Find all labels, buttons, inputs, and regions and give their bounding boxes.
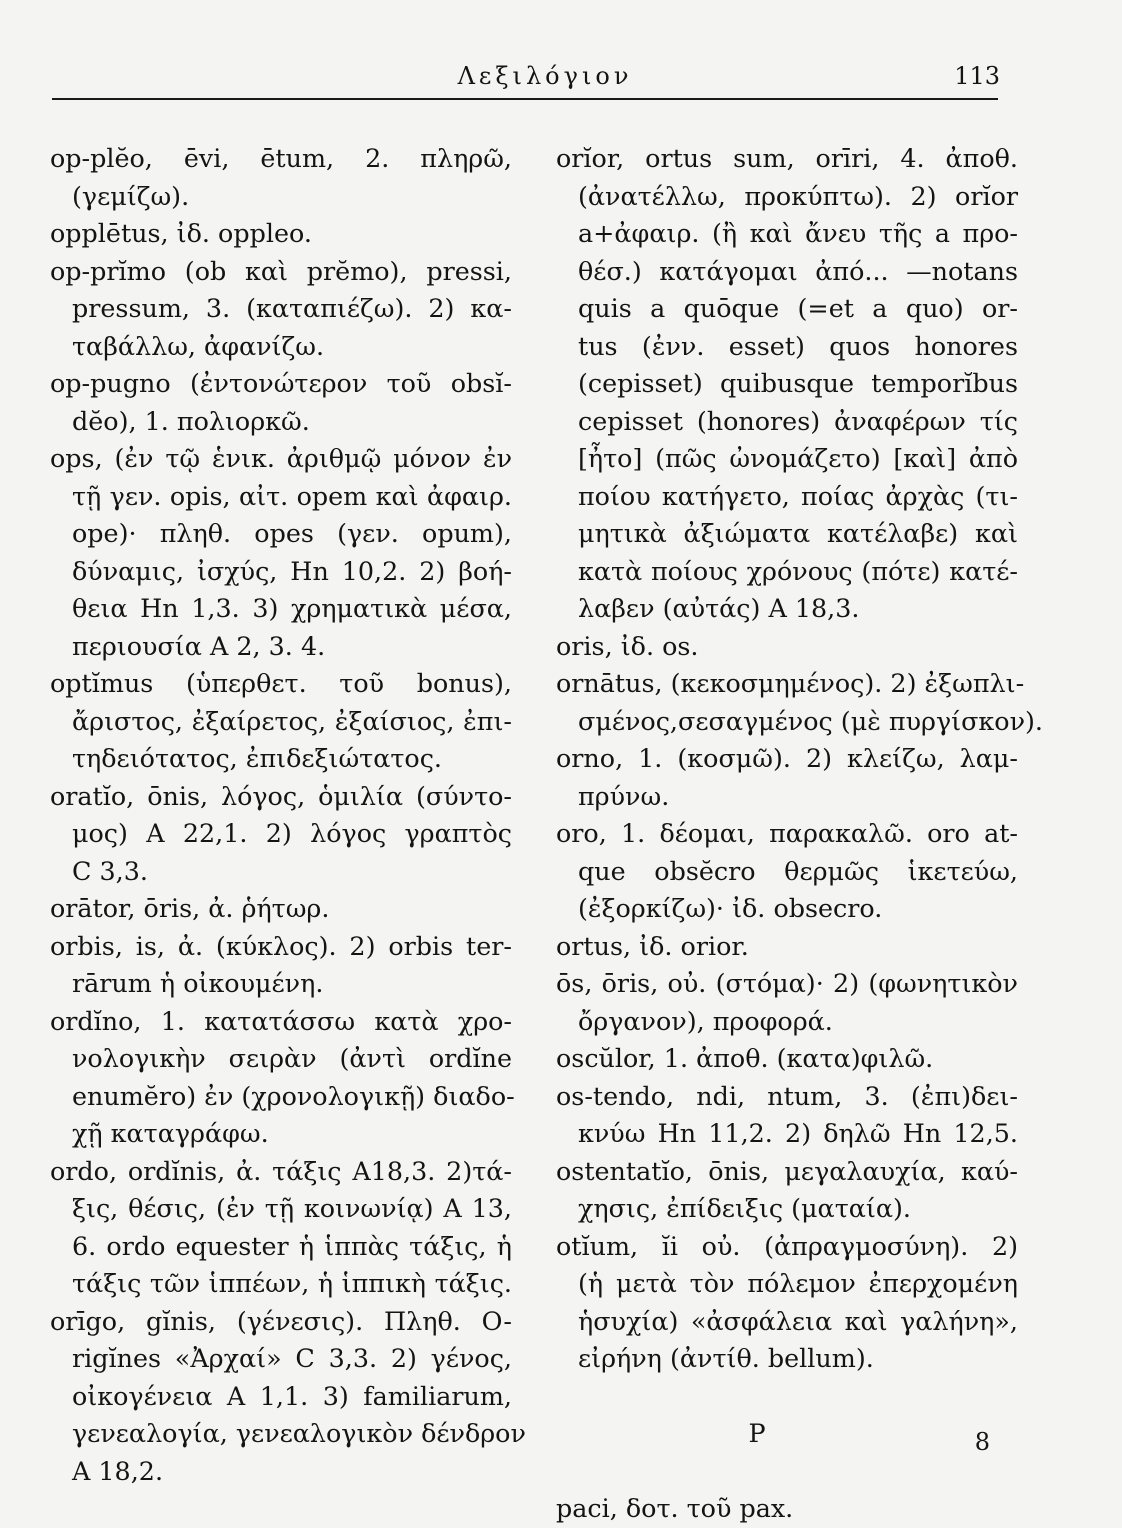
entry-line: ordĭno, 1. κατατάσσω κατὰ χρο- — [50, 1005, 512, 1036]
entry-line: μος) A 22,1. 2) λόγος γραπτὸς — [72, 818, 512, 848]
entry-line: οἰκογένεια A 1,1. 3) familiarum, — [72, 1380, 512, 1411]
entry-line: (γεμίζω). — [72, 180, 190, 211]
entry-line: γενεαλογία, γενεαλογικὸν δένδρον — [72, 1418, 526, 1448]
entry-line: ἄριστος, ἐξαίρετος, ἐξαίσιος, ἐπι- — [72, 705, 512, 736]
header-rule — [52, 98, 998, 100]
entry-line: orbis, is, ἀ. (κύκλος). 2) orbis ter- — [50, 930, 512, 961]
entry-line: 6. ordo equester ἡ ἱππὰς τάξις, ἡ — [72, 1230, 512, 1261]
page-number: 113 — [954, 62, 1000, 90]
entry-line: otĭum, ĭi οὐ. (ἀπραγμοσύνη). 2) — [556, 1230, 1018, 1261]
entry-line: ōs, ōris, οὐ. (στόμα)· 2) (φωνητικὸν — [556, 968, 1018, 998]
entry-line: ποίου κατήγετο, ποίας ἀρχὰς (τι- — [578, 480, 1018, 511]
entry-line: A 18,2. — [72, 1455, 164, 1486]
entry-line: oratĭo, ōnis, λόγος, ὁμιλία (σύντο- — [50, 780, 512, 811]
entry-line: orātor, ōris, ἀ. ῥήτωρ. — [50, 893, 330, 923]
entry-line: oscŭlor, 1. ἀποθ. (κατα)φιλῶ. — [556, 1043, 934, 1073]
entry-line: ope)· πληθ. opes (γεν. opum), — [72, 518, 512, 548]
entry-line: cepisset (honores) ἀναφέρων τίς — [578, 405, 1018, 436]
entry-line: ἡσυχία) «ἀσφάλεια καὶ γαλήνη», — [578, 1305, 1018, 1336]
entry-line: C 3,3. — [72, 855, 148, 886]
entry-line: εἰρήνη (ἀντίθ. bellum). — [578, 1343, 874, 1373]
entry-line: ostentatĭo, ōnis, μεγαλαυχία, καύ- — [556, 1155, 1018, 1186]
spacer-line — [556, 1378, 1018, 1416]
entry-line: (cepisset) quibusque temporĭbus — [578, 368, 1018, 398]
entry-line: ξις, θέσις, (ἐν τῇ κοινωνίᾳ) A 13, — [72, 1193, 512, 1223]
entry-line: ornātus, (κεκοσμημένος). 2) ἐξωπλι- — [556, 668, 1025, 698]
entry-line: tus (ἐνν. esset) quos honores — [578, 330, 1018, 361]
entry-line: πρύνω. — [578, 780, 670, 811]
entry-line: χησις, ἐπίδειξις (ματαία). — [578, 1193, 911, 1223]
entry-line: ortus, ἰδ. orior. — [556, 930, 749, 961]
entry-line: que obsĕcro θερμῶς ἱκετεύω, — [578, 855, 1018, 886]
entry-line: rārum ἡ οἰκουμένη. — [72, 968, 324, 998]
entry-line: oris, ἰδ. os. — [556, 630, 699, 661]
entry-line: κατὰ ποίους χρόνους (πότε) κατέ- — [578, 555, 1018, 586]
entry-line: op-pugno (ἐντονώτερον τοῦ obsĭ- — [50, 368, 512, 398]
entry-line: χῇ καταγράφω. — [72, 1118, 269, 1148]
entry-line: θεια Hn 1,3. 3) χρηματικὰ μέσα, — [72, 593, 512, 623]
entry-line: orĭor, ortus sum, orīri, 4. ἀποθ. — [556, 143, 1018, 173]
entry-line: oro, 1. δέομαι, παρακαλῶ. oro at- — [556, 818, 1018, 848]
printer-signature: 8 — [974, 1428, 990, 1456]
entry-line: τηδειότατος, ἐπιδεξιώτατος. — [72, 743, 442, 773]
section-letter: P — [748, 1418, 766, 1448]
entry-line: τάξις τῶν ἱππέων, ἡ ἱππικὴ τάξις. — [72, 1268, 512, 1298]
entry-line: enumĕro) ἐν (χρονολογικῇ) διαδο- — [72, 1080, 515, 1111]
running-header-title: Λεξιλόγιον — [457, 62, 633, 90]
entry-line: (ἡ μετὰ τὸν πόλεμον ἐπερχομένη — [578, 1268, 1018, 1298]
entry-line: ὄργανον), προφορά. — [578, 1005, 833, 1036]
entry-line: [ἦτο] (πῶς ὠνομάζετο) [καὶ] ἀπὸ — [578, 443, 1018, 473]
entry-line: λαβεν (αὐτάς) A 18,3. — [578, 593, 860, 623]
entry-line: τῇ γεν. opis, αἰτ. opem καὶ ἀφαιρ. — [72, 480, 512, 511]
entry-line: νολογικὴν σειρὰν (ἀντὶ ordĭne — [72, 1043, 512, 1073]
entry-line: (ἐξορκίζω)· ἰδ. obsecro. — [578, 893, 883, 923]
entry-line: os-tendo, ndi, ntum, 3. (ἐπι)δει- — [556, 1080, 1018, 1111]
spacer-line — [556, 1453, 1018, 1491]
entry-line: rigĭnes «Ἀρχαί» C 3,3. 2) γένος, — [72, 1343, 512, 1373]
entry-line: σμένος,σεσαγμένος (μὲ πυργίσκον). — [578, 705, 1043, 736]
entry-line: opplētus, ἰδ. oppleo. — [50, 218, 312, 248]
entry-line: δύναμις, ἰσχύς, Hn 10,2. 2) βοή- — [72, 555, 512, 586]
entry-line: μητικὰ ἀξιώματα κατέλαβε) καὶ — [578, 518, 1018, 548]
entry-line: περιουσία A 2, 3. 4. — [72, 630, 326, 661]
entry-line: quis a quōque (=et a quo) or- — [578, 293, 1018, 323]
entry-line: ordo, ordĭnis, ἀ. τάξις A18,3. 2)τά- — [50, 1155, 512, 1186]
entry-line: dĕo), 1. πολιορκῶ. — [72, 405, 310, 436]
entry-line: op-plĕo, ēvi, ētum, 2. πληρῶ, — [50, 143, 512, 173]
entry-line: orīgo, gĭnis, (γένεσις). Πληθ. O- — [50, 1305, 512, 1336]
right-column — [556, 140, 1043, 1528]
entry-line: pressum, 3. (καταπιέζω). 2) κα- — [72, 293, 512, 323]
entry-line: κνύω Hn 11,2. 2) δηλῶ Hn 12,5. — [578, 1118, 1018, 1148]
entry-line: ops, (ἐν τῷ ἑνικ. ἀριθμῷ μόνον ἐν — [50, 443, 512, 473]
entry-line: optĭmus (ὑπερθετ. τοῦ bonus), — [50, 668, 512, 698]
entry-line: op-prĭmo (ob καὶ prĕmo), pressi, — [50, 255, 512, 286]
entry-line: θέσ.) κατάγομαι ἀπό... —notans — [578, 255, 1018, 286]
entry-line: a+ἀφαιρ. (ἢ καὶ ἄνευ τῆς a προ- — [578, 218, 1018, 248]
left-column — [50, 140, 526, 1490]
entry-line: (ἀνατέλλω, προκύπτω). 2) orĭor — [578, 180, 1018, 211]
entry-line: paci, δοτ. τοῦ pax. — [556, 1493, 794, 1523]
entry-line: orno, 1. (κοσμῶ). 2) κλείζω, λαμ- — [556, 743, 1018, 773]
entry-line: ταβάλλω, ἀφανίζω. — [72, 330, 325, 361]
